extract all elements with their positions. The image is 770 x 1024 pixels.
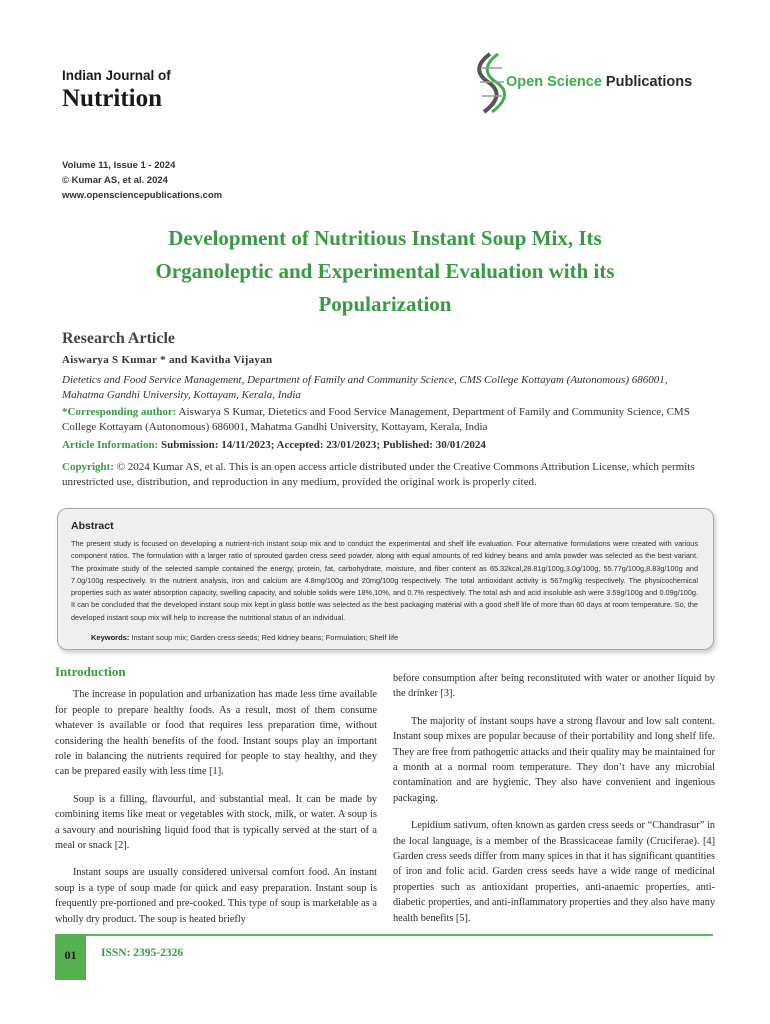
body-paragraph: Soup is a filling, flavourful, and substantial meal. It can be made by combining items like meat or vegetables with stock, milk, or water. A soup is a savoury and nourishing liquid food that is typically served at the start of a meal or snack [2]. [55,793,377,852]
body-paragraph: before consumption after being reconstituted with water or another liquid by the drinker [3]. [393,673,715,700]
keywords-label: Keywords: [91,633,130,642]
volume-issue: Volume 11, Issue 1 - 2024 [62,160,176,171]
body-paragraph: The majority of instant soups have a strong flavour and low salt content. Instant soup mixes are popular because of their portability and long shelf life. They are free from pathogenic attacks and their quality may be maintained for a month at a normal room temperature. They don’t have any microbial contamination and are hygienic. They also have convenient and ingenious packaging. [393,715,715,804]
publisher-name-rest: Publications [601,74,693,90]
page-number: 01 [64,948,77,962]
keywords-text: Instant soup mix; Garden cress seeds; Red kidney beans; Formulation; Shelf life [129,633,399,642]
website-link[interactable]: www.opensciencepublications.com [62,190,223,201]
article-title [62,222,708,321]
title-line: Organoleptic and Experimental Evaluation with its [155,259,615,283]
authors: Aiswarya S Kumar * and Kavitha Vijayan [62,354,273,366]
issue-meta [62,158,222,203]
article-information [62,439,712,451]
corresponding-author-label: *Corresponding author: [62,406,177,418]
abstract-body: The present study is focused on developing a nutrient-rich instant soup mix and to conduct the experimental and shelf life evaluation. Four alternative formulations were created with various component ratios. The formulation with a larger ratio of sprouted garden cress seed powder, along with equal amounts of red kidney beans and amla powder was selected as the best variant. The proximate study of the selected sample contained the energy, protein, fat, carbohydrate, moisture, and fiber content as 65.32kcal,28.81g/100g,3.0g/100g, 55.77g/100g,8.83g/100g and 7.0g/100g respectively. In the nutrient analysis, iron and calcium are 4.8mg/100g and 20mg/100g respectively. The total antioxidant activity is 567mg/kg respectively. The physicochemical properties such as water absorption capacity, swelling capacity, and soluble solids were 18%,10%, and 0.7% respectively. The total ash and acid insoluble ash were 3.59g/100g and 0.09g/100g. It can be concluded that the developed instant soup mix kept in glass bottle was selected as the best packaging material with a good shelf life of more than 60 days at room temperature. So, the developed instant soup mix will help to increase the nutritional status of an individual. [71,539,698,622]
keywords [91,633,691,642]
body-paragraph: The increase in population and urbanization has made less time available for people to prepare healthy foods. As a result, most of them consume whatever is available or food that requires less preparation time, without considering the health benefits of the food. Instant soups play an important role in balancing the nutrients required for people to stay healthy, and they can be prepared easily with less time [1]. [55,689,377,778]
journal-name: Nutrition [62,85,162,112]
journal-name-prefix: Indian Journal of [62,68,171,83]
copyright-notice [62,460,712,490]
introduction-heading: Introduction [55,664,126,679]
article-information-dates: Submission: 14/11/2023; Accepted: 23/01/2023; Published: 30/01/2024 [158,439,486,451]
article-type: Research Article [62,330,175,347]
body-column-right [393,671,715,938]
publisher-name [506,74,692,90]
publisher-name-open: Open Science [506,74,602,90]
corresponding-author-text: Aiswarya S Kumar, Dietetics and Food Service Management, Department of Family and Community Science, CMS College Kottayam (Autonomous) 686001, Mahatma Gandhi University, Kottayam, Kerala, India [62,406,690,433]
abstract-heading: Abstract [71,520,114,532]
title-line: Development of Nutritious Instant Soup Mix, Its [168,226,602,250]
affiliation: Dietetics and Food Service Management, Department of Family and Community Science, CMS College Kottayam (Autonomous) 686001, Mahatma Gandhi University, Kottayam, Kerala, India [62,374,668,401]
issn: ISSN: 2395-2326 [101,947,184,959]
body-paragraph: Lepidium sativum, often known as garden cress seeds or “Chandrasur” in the local language, is a member of the Brassicaceae family (Cruciferae). [4] Garden cress seeds differ from many spices in that it has significant quantities of iron and folic acid. Garden cress seeds have a wide range of medicinal properties such as antioxidant properties, anti-anaemic properties, anti- diabetic properties, and anti-inflammatory properties and they also have many health benefits [5]. [393,820,715,924]
copyright-text: © 2024 Kumar AS, et al. This is an open access article distributed under the Creative Commons Attribution License, which permits unrestricted use, distribution, and reproduction in any medium, provided the original work is properly cited. [62,461,695,488]
footer-divider [55,934,713,936]
body-paragraph: Instant soups are usually considered universal comfort food. An instant soup is a type of soup made for quick and easy preparation. Instant soup is frequently pre-portioned and pre-cooked. This type of soup is marketable as a wholly dry product. The soup is heated briefly [55,867,377,925]
copyright-label: Copyright: [62,461,114,473]
corresponding-author [62,405,712,435]
article-information-label: Article Information: [62,439,159,451]
body-column-left [55,664,377,939]
title-line: Popularization [318,292,452,316]
copyright-short: © Kumar AS, et al. 2024 [62,175,168,186]
